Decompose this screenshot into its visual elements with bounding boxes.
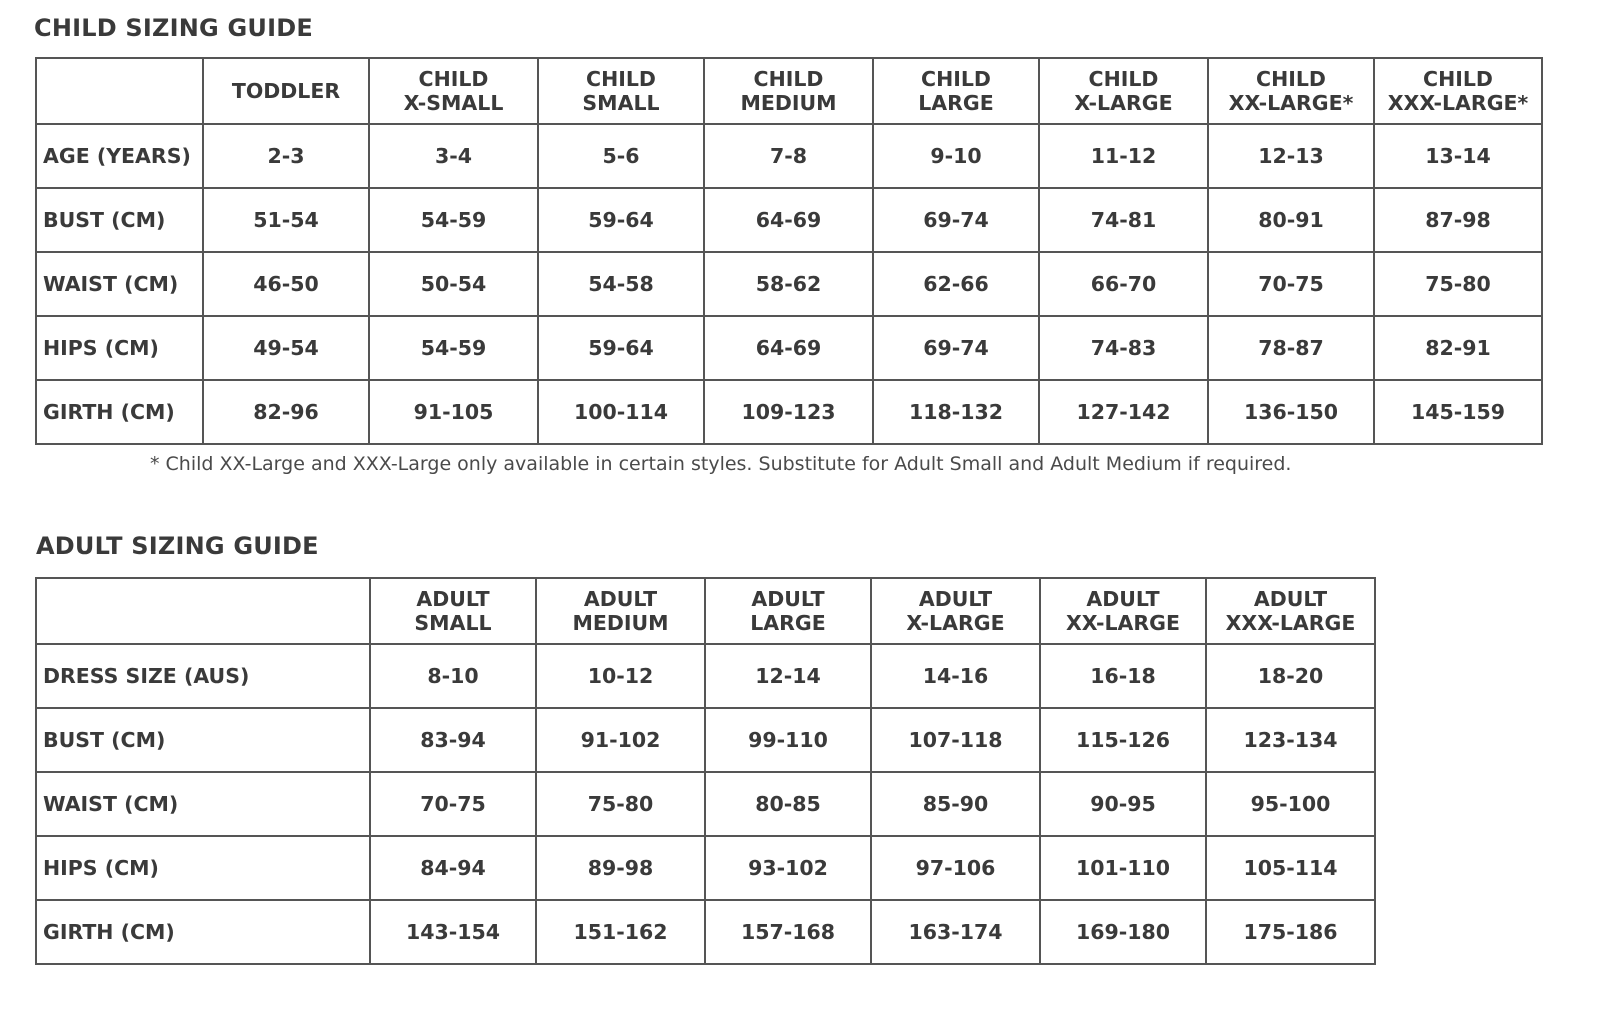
column-header-child-x-large: CHILD X-LARGE [1039, 58, 1208, 124]
table-cell: 16-18 [1040, 644, 1206, 708]
table-row [36, 316, 1542, 380]
column-header-child-xx-large: CHILD XX-LARGE* [1208, 58, 1374, 124]
table-cell: 97-106 [871, 836, 1040, 900]
table-cell: 8-10 [370, 644, 536, 708]
table-cell: 69-74 [873, 188, 1039, 252]
table-cell: 62-66 [873, 252, 1039, 316]
column-header-child-large: CHILD LARGE [873, 58, 1039, 124]
table-cell: 64-69 [704, 316, 873, 380]
table-cell: 105-114 [1206, 836, 1375, 900]
table-row [36, 708, 1375, 772]
table-cell: 83-94 [370, 708, 536, 772]
column-header-adult-small: ADULT SMALL [370, 578, 536, 644]
table-cell: 9-10 [873, 124, 1039, 188]
table-cell: 12-13 [1208, 124, 1374, 188]
table-cell: 54-59 [369, 316, 538, 380]
table-row [36, 644, 1375, 708]
column-header-toddler: TODDLER [203, 58, 369, 124]
table-cell: 3-4 [369, 124, 538, 188]
child-sizing-heading: CHILD SIZING GUIDE [34, 14, 313, 42]
table-cell: 59-64 [538, 188, 704, 252]
adult-sizing-heading: ADULT SIZING GUIDE [36, 532, 319, 560]
table-cell: 59-64 [538, 316, 704, 380]
table-cell: 5-6 [538, 124, 704, 188]
column-header-adult-x-large: ADULT X-LARGE [871, 578, 1040, 644]
table-row [36, 772, 1375, 836]
row-label: GIRTH (CM) [36, 900, 370, 964]
table-cell: 70-75 [1208, 252, 1374, 316]
column-header-child-xxx-large: CHILD XXX-LARGE* [1374, 58, 1542, 124]
table-header-row [36, 58, 1542, 124]
table-header-row [36, 578, 1375, 644]
table-cell: 89-98 [536, 836, 705, 900]
column-header-child-medium: CHILD MEDIUM [704, 58, 873, 124]
column-header-adult-medium: ADULT MEDIUM [536, 578, 705, 644]
table-row [36, 836, 1375, 900]
adult-sizing-table [35, 577, 1376, 965]
table-cell: 74-81 [1039, 188, 1208, 252]
table-cell: 51-54 [203, 188, 369, 252]
table-cell: 101-110 [1040, 836, 1206, 900]
table-cell: 10-12 [536, 644, 705, 708]
table-cell: 75-80 [536, 772, 705, 836]
table-row [36, 188, 1542, 252]
table-cell: 54-58 [538, 252, 704, 316]
table-cell: 151-162 [536, 900, 705, 964]
table-cell: 143-154 [370, 900, 536, 964]
row-label: WAIST (CM) [36, 252, 203, 316]
column-header-child-small: CHILD SMALL [538, 58, 704, 124]
row-label: BUST (CM) [36, 708, 370, 772]
row-label: DRESS SIZE (AUS) [36, 644, 370, 708]
header-corner-cell [36, 578, 370, 644]
table-cell: 12-14 [705, 644, 871, 708]
table-cell: 93-102 [705, 836, 871, 900]
table-cell: 127-142 [1039, 380, 1208, 444]
table-cell: 69-74 [873, 316, 1039, 380]
table-cell: 78-87 [1208, 316, 1374, 380]
table-cell: 163-174 [871, 900, 1040, 964]
row-label: BUST (CM) [36, 188, 203, 252]
table-cell: 58-62 [704, 252, 873, 316]
table-cell: 115-126 [1040, 708, 1206, 772]
column-header-adult-xxx-large: ADULT XXX-LARGE [1206, 578, 1375, 644]
table-cell: 90-95 [1040, 772, 1206, 836]
table-cell: 91-105 [369, 380, 538, 444]
row-label: GIRTH (CM) [36, 380, 203, 444]
row-label: HIPS (CM) [36, 836, 370, 900]
table-cell: 87-98 [1374, 188, 1542, 252]
table-cell: 14-16 [871, 644, 1040, 708]
table-cell: 80-91 [1208, 188, 1374, 252]
table-cell: 46-50 [203, 252, 369, 316]
table-cell: 2-3 [203, 124, 369, 188]
table-cell: 54-59 [369, 188, 538, 252]
table-cell: 95-100 [1206, 772, 1375, 836]
table-cell: 100-114 [538, 380, 704, 444]
table-row [36, 900, 1375, 964]
table-cell: 82-91 [1374, 316, 1542, 380]
table-cell: 49-54 [203, 316, 369, 380]
table-cell: 84-94 [370, 836, 536, 900]
table-cell: 13-14 [1374, 124, 1542, 188]
table-cell: 80-85 [705, 772, 871, 836]
table-cell: 66-70 [1039, 252, 1208, 316]
table-cell: 18-20 [1206, 644, 1375, 708]
column-header-adult-large: ADULT LARGE [705, 578, 871, 644]
table-cell: 82-96 [203, 380, 369, 444]
row-label: WAIST (CM) [36, 772, 370, 836]
child-sizing-table [35, 57, 1543, 445]
table-cell: 123-134 [1206, 708, 1375, 772]
row-label: HIPS (CM) [36, 316, 203, 380]
table-row [36, 124, 1542, 188]
table-cell: 99-110 [705, 708, 871, 772]
table-cell: 11-12 [1039, 124, 1208, 188]
row-label: AGE (YEARS) [36, 124, 203, 188]
table-cell: 91-102 [536, 708, 705, 772]
header-corner-cell [36, 58, 203, 124]
table-cell: 70-75 [370, 772, 536, 836]
table-cell: 109-123 [704, 380, 873, 444]
table-cell: 169-180 [1040, 900, 1206, 964]
table-cell: 85-90 [871, 772, 1040, 836]
table-cell: 107-118 [871, 708, 1040, 772]
table-cell: 64-69 [704, 188, 873, 252]
table-cell: 7-8 [704, 124, 873, 188]
table-cell: 74-83 [1039, 316, 1208, 380]
table-cell: 145-159 [1374, 380, 1542, 444]
child-footnote: * Child XX-Large and XXX-Large only available in certain styles. Substitute for Adult Small and Adult Medium if required. [150, 453, 1292, 475]
table-cell: 118-132 [873, 380, 1039, 444]
column-header-child-x-small: CHILD X-SMALL [369, 58, 538, 124]
table-cell: 157-168 [705, 900, 871, 964]
table-cell: 175-186 [1206, 900, 1375, 964]
table-row [36, 380, 1542, 444]
table-cell: 50-54 [369, 252, 538, 316]
column-header-adult-xx-large: ADULT XX-LARGE [1040, 578, 1206, 644]
table-row [36, 252, 1542, 316]
table-cell: 136-150 [1208, 380, 1374, 444]
table-cell: 75-80 [1374, 252, 1542, 316]
